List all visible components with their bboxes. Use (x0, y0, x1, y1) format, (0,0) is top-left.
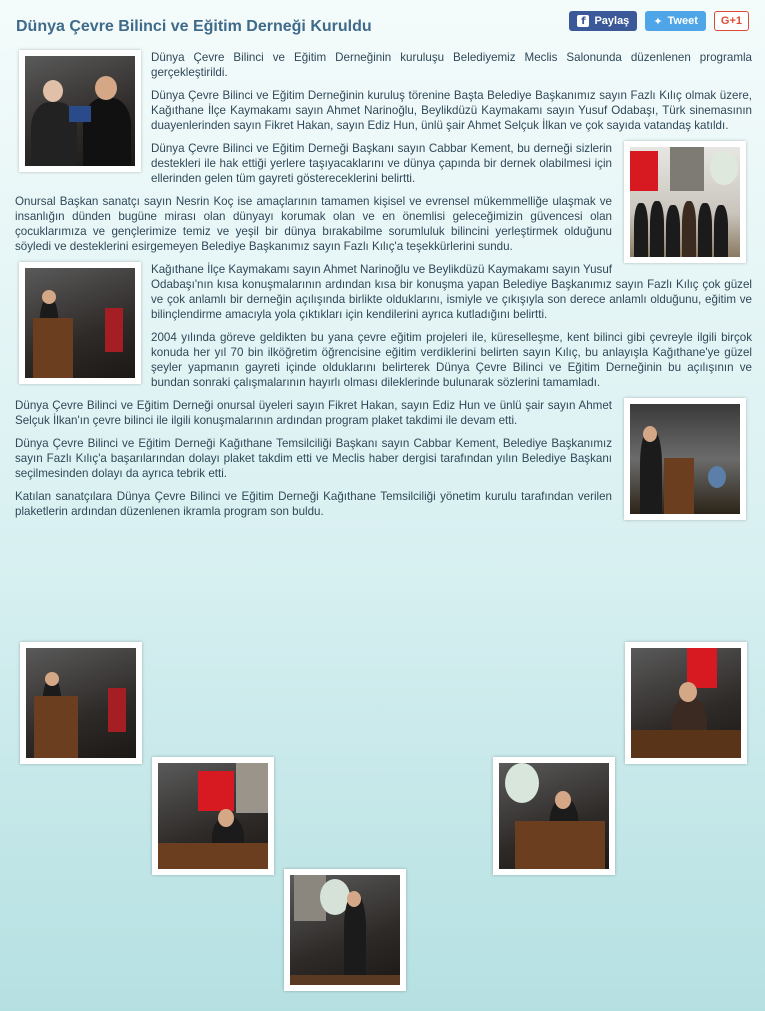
article-paragraph: Katılan sanatçılara Dünya Çevre Bilinci ve Eğitim Derneği Kağıthane Temsilciliği yönetim kurulu tarafından verilen plaketlerin ardından düzenlenen ikramla program son buldu. (15, 490, 612, 518)
gallery-photo-image (26, 648, 136, 758)
gallery-photo[interactable] (152, 757, 274, 875)
article-paragraph: 2004 yılında göreve geldikten bu yana çevre eğitim projeleri ile, küreselleşme, kent bilinci gibi çevreyle ilgili birçok konuda her yıl 70 bin ilköğretim öğrencisine eğitim verdiklerini belirten sayın Kılıç, bu anlayışla Kağıthane'ye güzel şeyler yapmanın gayreti içinde olduklarını belirterek Dünya Çevre Bilinci ve Eğitim Derneğinin bu açılışının ve bundan sonraki çalışmalarının hayırlı olması dileklerinde bulunarak sözlerini tamamladı. (151, 331, 752, 389)
share-buttons (569, 11, 749, 31)
photo-emblem (320, 879, 350, 915)
photo-figure-head (95, 76, 117, 100)
photo-stage-floor (290, 975, 400, 985)
photo-podium (158, 843, 268, 869)
gallery-photo[interactable] (493, 757, 615, 875)
photo-figure-head (45, 672, 59, 686)
photo-flowers (708, 466, 726, 488)
gallery-photo-image (158, 763, 268, 869)
photo-podium (631, 730, 741, 758)
photo-figure (650, 201, 664, 257)
article-paragraph: Dünya Çevre Bilinci ve Eğitim Derneği Başkanı sayın Cabbar Kement, bu derneği sizlerin destekleri ile hak ettiği yerlere taşıyacaklarını ve dünya çapında bir dernek olabilmesi için ellerinden gelen tüm gayreti göstereceklerini belirtti. (151, 142, 612, 185)
article-body (15, 50, 752, 527)
article-photo[interactable] (624, 398, 746, 520)
article-paragraph: Dünya Çevre Bilinci ve Eğitim Derneğinin kuruluş törenine Başta Belediye Başkanımız sayın Fazlı Kılıç olmak üzere, Kağıthane İlçe Kaymakamı sayın Ahmet Narinoğlu, Beylikdüzü Kaymakamı sayın Yusuf Odabaşı, Türk sinemasının duayenlerinden sayın Fikret Hakan, sayın Ediz Hun, ünlü şair Ahmet Selçuk İlkan ve çok sayıda vatandaş katıldı. (151, 89, 752, 132)
photo-flag (687, 648, 717, 688)
photo-figure (682, 201, 696, 257)
photo-plaque (69, 106, 91, 122)
photo-figure (549, 799, 579, 869)
twitter-bird-icon: ✦ (653, 14, 663, 28)
photo-podium (33, 318, 73, 378)
tweet-button[interactable] (645, 11, 706, 31)
photo-figure (212, 817, 244, 869)
photo-flag (108, 688, 126, 732)
gplus-label: G+1 (720, 15, 742, 27)
photo-figure-head (42, 290, 56, 304)
photo-figure-head (218, 809, 234, 827)
photo-speaker-with-microphone (630, 404, 740, 514)
article-paragraph: Dünya Çevre Bilinci ve Eğitim Derneğinin kuruluşu Belediyemiz Meclis Salonunda düzenlenen programla gerçekleştirildi. (151, 51, 752, 79)
photo-figure-head (43, 80, 63, 102)
article-paragraph: Dünya Çevre Bilinci ve Eğitim Derneği onursal üyeleri sayın Fikret Hakan, sayın Ediz Hun ve ünlü şair sayın Ahmet Selçuk İlkan'ın çevre bilinci ile ilgili konuşmalarının ardından program plaket takdimi ile devam etti. (15, 399, 612, 427)
photo-plaque-presentation (25, 56, 135, 166)
gallery-photo[interactable] (284, 869, 406, 991)
photo-figure (42, 678, 62, 758)
photo-figure-head (643, 426, 657, 442)
gallery-photo-image (499, 763, 609, 869)
tweet-label: Tweet (667, 15, 698, 27)
article-header (14, 14, 751, 44)
photo-figure-head (347, 891, 361, 907)
gallery-photo[interactable] (20, 642, 142, 764)
facebook-icon: f (577, 15, 589, 27)
photo-podium (34, 696, 78, 758)
photo-figure (714, 205, 728, 257)
photo-figure (344, 895, 366, 977)
photo-emblem (505, 763, 539, 803)
photo-emblem (710, 151, 738, 185)
photo-figure-head (679, 682, 697, 702)
photo-podium (664, 458, 694, 514)
photo-figure-head (555, 791, 571, 809)
facebook-share-button[interactable] (569, 11, 637, 31)
photo-podium (515, 821, 605, 869)
photo-figure (698, 203, 712, 257)
photo-figure (671, 698, 707, 758)
photo-figure (634, 203, 648, 257)
photo-flag (105, 308, 123, 352)
gplus-button[interactable] (714, 11, 749, 31)
photo-portrait (294, 875, 326, 921)
photo-speaker-at-podium (25, 268, 135, 378)
photo-portrait (670, 147, 704, 191)
photo-flag (630, 151, 658, 191)
article-photo[interactable] (19, 262, 141, 384)
photo-figure (640, 430, 662, 514)
photo-figure (666, 205, 680, 257)
article-paragraph: Onursal Başkan sanatçı sayın Nesrin Koç ise amaçlarının tamamen kişisel ve evrensel mükemmelliğe ulaşmak ve insanlığın dünden bugüne mirası olan dünyayı korumak olan ve en önemlisi geleceğimizin güvencesi olan çocuklarımıza ve gençlerimize temiz ve yeşil bir dünya bırakabilme sorumluluk bilincini yerleştirmek olduğunu söyledi ve desteklerini esirgemeyen Belediye Başkanımız sayın Fazlı Kılıç'a teşekkürlerini sundu. (15, 195, 612, 253)
facebook-share-label: Paylaş (594, 15, 630, 27)
photo-flag (198, 771, 234, 811)
photo-group-on-stage (630, 147, 740, 257)
article-photo[interactable] (624, 141, 746, 263)
gallery-photo-image (290, 875, 400, 985)
article-paragraph: Kağıthane İlçe Kaymakamı sayın Ahmet Narinoğlu ve Beylikdüzü Kaymakamı sayın Yusuf Odabaşı'nın kısa konuşmalarının ardından kısa bir konuşma yapan Belediye Başkanımız sayın Fazlı Kılıç çok güzel ve çok anlamlı bir derneğin açılışında birlikte olduklarını, ismiyle ve çıkışıyla son derece anlamlı olduğunu, eğitim ve bilinçlendirme amacıyla yola çıktıkları için kendilerini ayrıca kutladığını belirtti. (151, 263, 752, 321)
article-paragraph: Dünya Çevre Bilinci ve Eğitim Derneği Kağıthane Temsilciliği Başkanı sayın Cabbar Kement, Belediye Başkanımız sayın Fazlı Kılıç'a başarılarından dolayı plaket takdim etti ve Meclis haber dergisi tarafından yılın Belediye Başkanı seçilmesinden dolayı da ayrıca tebrik etti. (15, 437, 612, 480)
photo-portrait (236, 763, 268, 813)
gallery-photo[interactable] (625, 642, 747, 764)
article-title: Dünya Çevre Bilinci ve Eğitim Derneği Kuruldu (16, 18, 372, 35)
gallery-photo-image (631, 648, 741, 758)
article-photo[interactable] (19, 50, 141, 172)
